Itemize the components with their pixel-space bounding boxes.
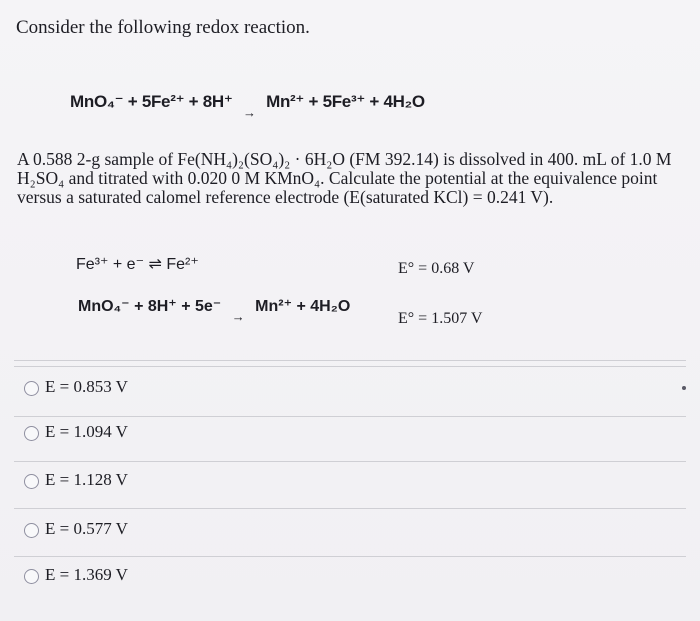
- question-header: Consider the following redox reaction.: [16, 17, 310, 38]
- half-reaction-right: Mn²⁺ + 4H₂O: [255, 298, 351, 315]
- potential-permanganate: E° = 1.507 V: [398, 310, 483, 327]
- radio-button[interactable]: [24, 381, 39, 396]
- options-top-divider: [14, 360, 686, 361]
- radio-button[interactable]: [24, 523, 39, 538]
- half-reaction-arrow: →: [231, 309, 245, 324]
- reaction-products: Mn²⁺ + 5Fe³⁺ + 4H₂O: [266, 92, 425, 111]
- answer-option-1[interactable]: [0, 362, 700, 416]
- half-reaction-left: MnO₄⁻ + 8H⁺ + 5e⁻: [78, 298, 222, 315]
- half-reaction-iron: Fe³⁺ + e⁻ ⇌ Fe²⁺: [76, 256, 199, 273]
- reaction-reactants: MnO₄⁻ + 5Fe²⁺ + 8H⁺: [70, 92, 233, 111]
- potential-iron: E° = 0.68 V: [398, 260, 475, 277]
- option-label: E = 1.128 V: [45, 470, 128, 489]
- reaction-arrow: →: [242, 105, 256, 120]
- option-label: E = 1.369 V: [45, 565, 128, 584]
- problem-text: A 0.588 2-g sample of Fe(NH₄)₂(SO₄)₂ · 6H₂O (FM 392.14) is dissolved in 400. mL of 1.0 M H₂SO₄ and titrated with 0.020 0 M KMnO₄. Calculate the potential at the equivalence point versus a saturated calomel reference electrode (E(saturated KCl) = 0.241 V).: [17, 149, 672, 207]
- redox-reaction: [70, 92, 425, 120]
- option-label: E = 0.577 V: [45, 519, 128, 538]
- option-label: E = 1.094 V: [45, 422, 128, 441]
- option-label: E = 0.853 V: [45, 377, 128, 396]
- half-reaction-permanganate: [78, 296, 351, 324]
- answer-option-5[interactable]: [0, 557, 700, 611]
- radio-button[interactable]: [24, 474, 39, 489]
- radio-button[interactable]: [24, 426, 39, 441]
- radio-button[interactable]: [24, 569, 39, 584]
- answer-option-4[interactable]: [0, 509, 700, 563]
